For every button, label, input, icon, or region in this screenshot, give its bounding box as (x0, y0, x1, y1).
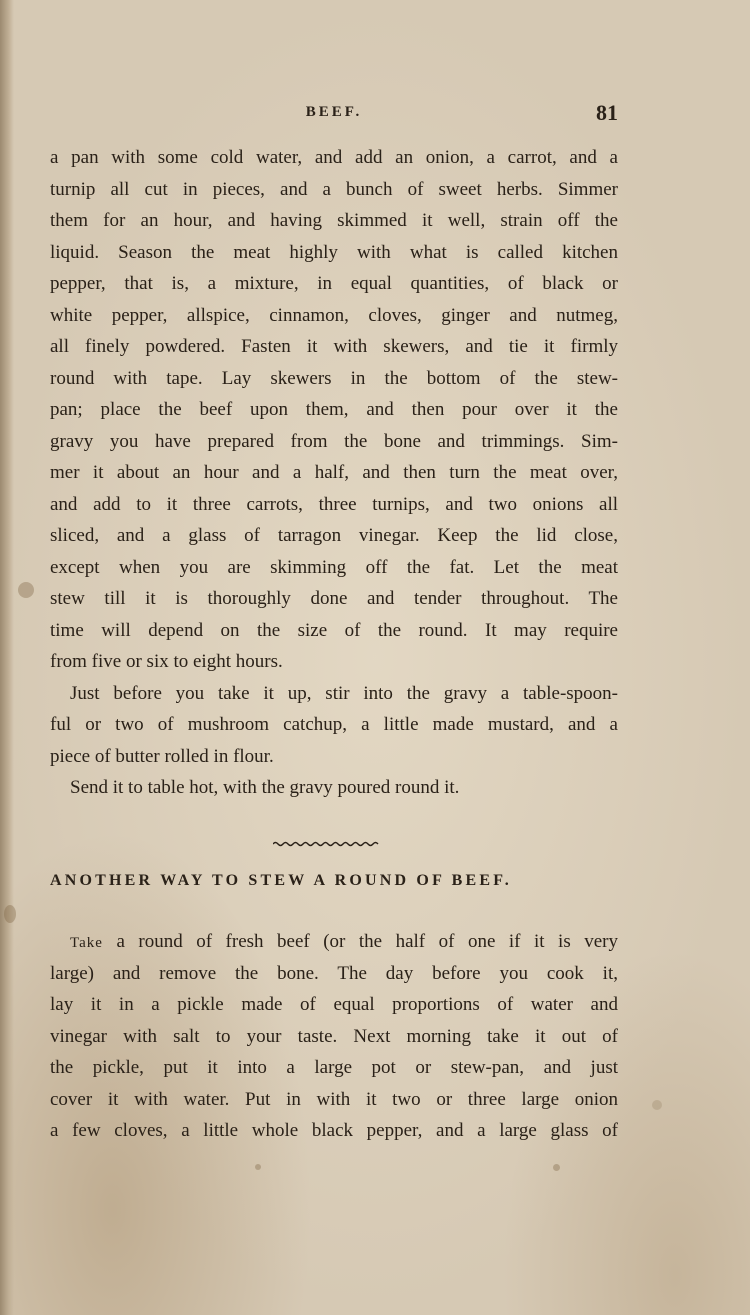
text-line: the pickle, put it into a large pot or stew-pan, and just (50, 1057, 618, 1078)
text-line: cover it with water. Put in with it two or three large onion (50, 1088, 618, 1110)
foxing-spot (4, 905, 16, 923)
text-line: liquid. Season the meat highly with what is called kitchen (50, 241, 618, 263)
text-line: ful or two of mushroom catchup, a little made mustard, and a (50, 714, 618, 735)
text-line: from five or six to eight hours. (50, 651, 283, 672)
foxing-spot (255, 1164, 261, 1170)
text-line: mer it about an hour and a half, and then turn the meat over, (50, 462, 618, 483)
section-heading: ANOTHER WAY TO STEW A ROUND OF BEEF. (50, 872, 512, 889)
text-line: a few cloves, a little whole black pepper, and a large glass of (50, 1120, 618, 1141)
text-line (50, 926, 618, 958)
foxing-spot (652, 1100, 662, 1110)
text-line: round with tape. Lay skewers in the bottom of the stew- (50, 367, 618, 389)
text-line: large) and remove the bone. The day before you cook it, (50, 962, 618, 984)
text-line: lay it in a pickle made of equal proportions of water and (50, 994, 618, 1015)
text-line: turnip all cut in pieces, and a bunch of sweet herbs. Simmer (50, 178, 618, 200)
wavy-section-rule (273, 840, 379, 848)
text-line: a pan with some cold water, and add an onion, a carrot, and a (50, 147, 618, 168)
running-title: BEEF. (305, 104, 363, 120)
text-line: Just before you take it up, stir into the gravy a table-spoon- (70, 682, 618, 704)
text-line: white pepper, allspice, cinnamon, cloves, ginger and nutmeg, (50, 304, 618, 326)
text-line-rest: a round of fresh beef (or the half of one if it is very (102, 931, 618, 952)
text-line: Send it to table hot, with the gravy poured round it. (70, 777, 460, 798)
text-line: all finely powdered. Fasten it with skewers, and tie it firmly (50, 336, 618, 357)
text-line: gravy you have prepared from the bone and trimmings. Sim- (50, 430, 618, 452)
text-line: and add to it three carrots, three turnips, and two onions all (50, 493, 618, 515)
text-line: piece of butter rolled in flour. (50, 745, 274, 767)
text-line: vinegar with salt to your taste. Next morning take it out of (50, 1025, 618, 1047)
running-head (50, 100, 618, 126)
text-line: them for an hour, and having skimmed it well, strain off the (50, 210, 618, 231)
foxing-spot (553, 1164, 560, 1171)
page-number: 81 (596, 100, 618, 125)
text-line: sliced, and a glass of tarragon vinegar. Keep the lid close, (50, 525, 618, 546)
text-line: pan; place the beef upon them, and then pour over it the (50, 399, 618, 420)
foxing-spot (18, 582, 34, 598)
recipe-paragraph (50, 926, 618, 1147)
text-line: pepper, that is, a mixture, in equal quantities, of black or (50, 273, 618, 294)
text-line: except when you are skimming off the fat. Let the meat (50, 556, 618, 578)
small-caps-first-word: Take (70, 935, 103, 951)
continued-paragraph (50, 142, 618, 804)
text-line: stew till it is thoroughly done and tender throughout. The (50, 588, 618, 609)
text-line: time will depend on the size of the round. It may require (50, 619, 618, 641)
